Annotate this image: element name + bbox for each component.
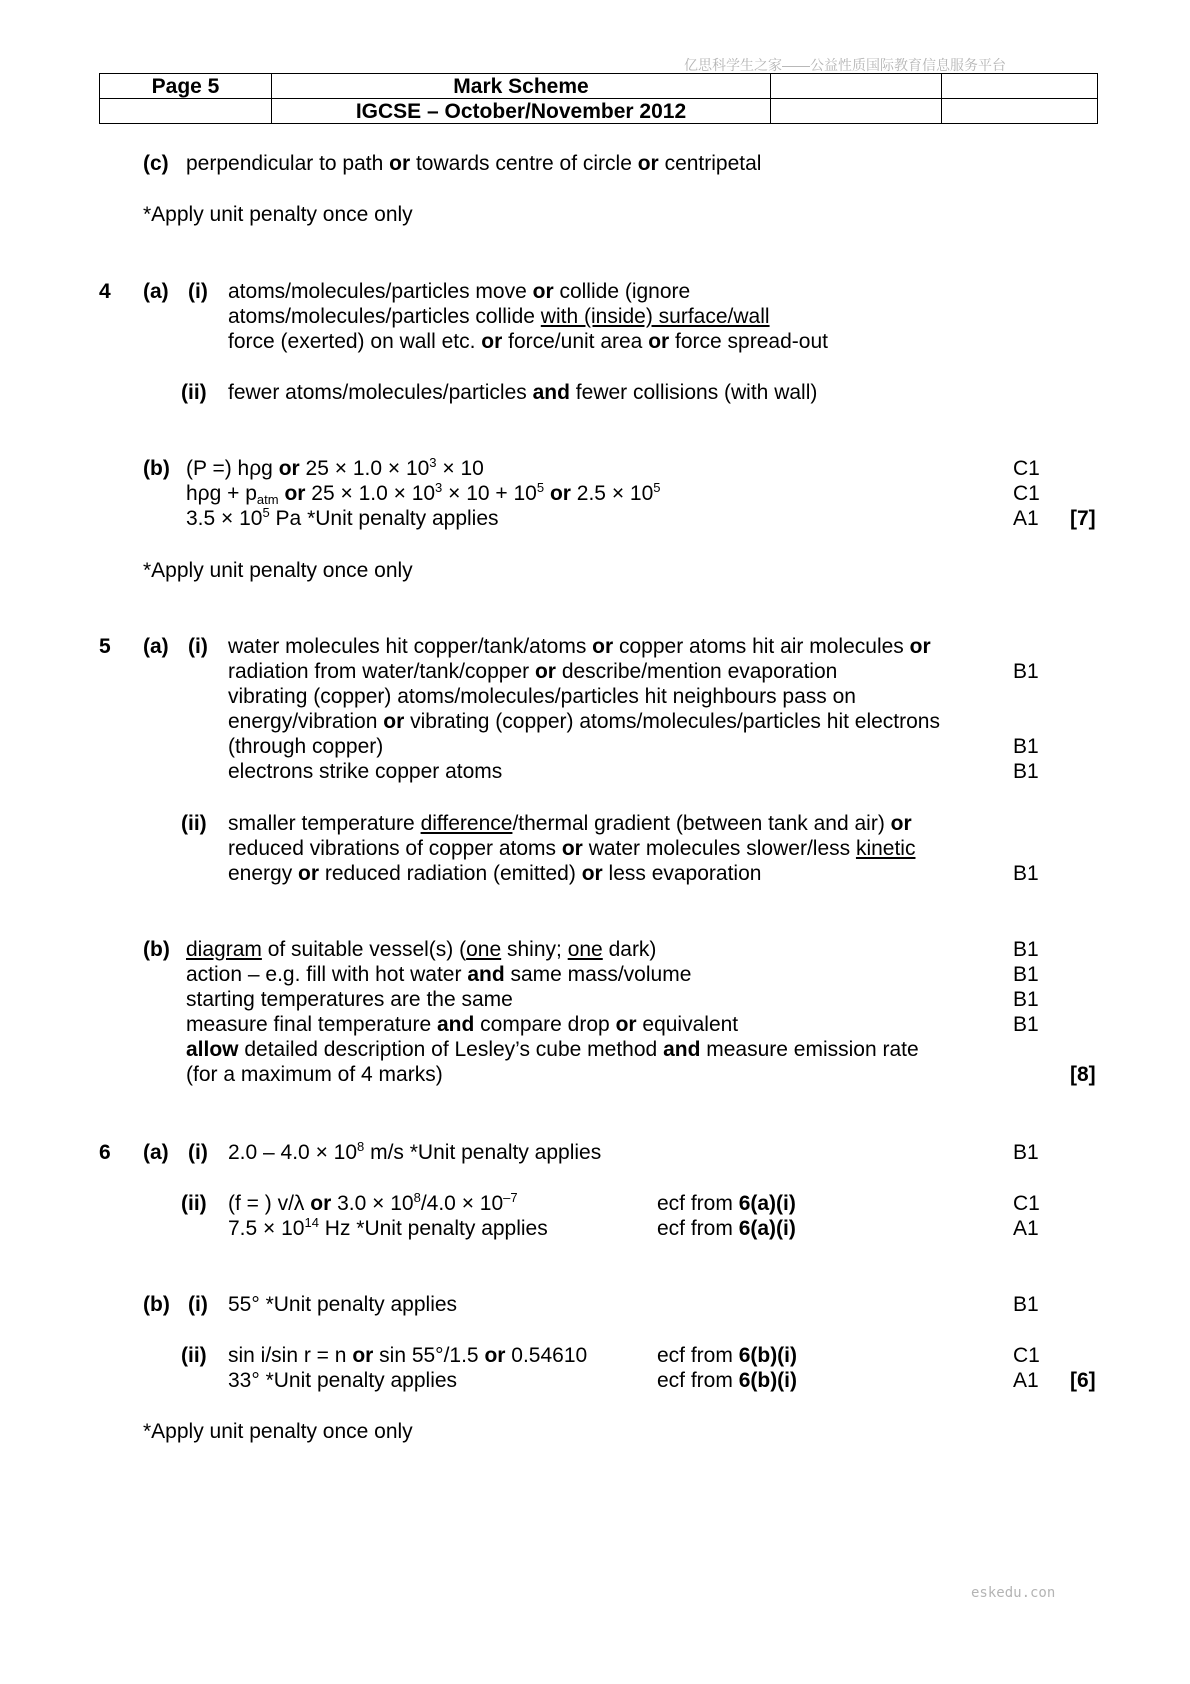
q5-a-label: (a) xyxy=(143,635,169,658)
q3-c-text: perpendicular to path or towards centre of circle or centripetal xyxy=(186,152,762,175)
header-empty-2 xyxy=(942,74,1098,99)
q5-aii-line-2: reduced vibrations of copper atoms or water molecules slower/less kinetic xyxy=(228,837,916,860)
watermark-top: 亿思科学生之家——公益性质国际教育信息服务平台 xyxy=(684,57,1006,73)
q6-ai-text: $2.0 - 4.0 \times 10^8$ m/s *Unit penalty applies xyxy=(228,1139,602,1164)
q6-bii-ecf-1: ecf from 6(b)(i) xyxy=(657,1344,798,1367)
q6-aii-ecf-2: ecf from 6(a)(i) xyxy=(657,1217,796,1240)
q4-b-label: (b) xyxy=(143,457,170,480)
q4-ai-label: (i) xyxy=(188,280,208,303)
q4-total: [7] xyxy=(1070,507,1096,530)
q5-b-mark-4: B1 xyxy=(1013,1013,1039,1036)
q5-total: [8] xyxy=(1070,1063,1096,1086)
q5-ai-mark-3: B1 xyxy=(1013,760,1039,783)
q4-a-label: (a) xyxy=(143,280,169,303)
q4-b-mark-1: C1 xyxy=(1013,457,1040,480)
q5-b-mark-3: B1 xyxy=(1013,988,1039,1011)
q6-aii-mark-2: A1 xyxy=(1013,1217,1039,1240)
q5-number: 5 xyxy=(99,635,111,658)
header-empty-3 xyxy=(100,99,272,124)
q4-b-line-1: (P =) hρg or $25 \times 1.0 \times 10^3 \times 10$ xyxy=(186,455,484,480)
q6-bii-mark-1: C1 xyxy=(1013,1344,1040,1367)
q4-aii-label: (ii) xyxy=(181,381,207,404)
q5-b-line-2: action – e.g. fill with hot water and same mass/volume xyxy=(186,963,692,986)
q5-ai-line-4: energy/vibration or vibrating (copper) atoms/molecules/particles hit electrons xyxy=(228,710,940,733)
q5-ai-label: (i) xyxy=(188,635,208,658)
q6-ai-label: (i) xyxy=(188,1141,208,1164)
q4-b-mark-2: C1 xyxy=(1013,482,1040,505)
q5-ai-line-6: electrons strike copper atoms xyxy=(228,760,503,783)
header-empty-5 xyxy=(942,99,1098,124)
q6-bii-ecf-2: ecf from 6(b)(i) xyxy=(657,1369,798,1392)
q6-note: *Apply unit penalty once only xyxy=(143,1420,413,1443)
watermark-bottom: eskedu.con xyxy=(971,1585,1056,1601)
q5-b-label: (b) xyxy=(143,938,170,961)
q4-ai-line-3: force (exerted) on wall etc. or force/unit area or force spread-out xyxy=(228,330,828,353)
q6-bi-label: (i) xyxy=(188,1293,208,1316)
q5-aii-mark: B1 xyxy=(1013,862,1039,885)
q5-ai-line-3: vibrating (copper) atoms/molecules/particles hit neighbours pass on xyxy=(228,685,856,708)
q4-ai-line-2: atoms/molecules/particles collide with (inside) surface/wall xyxy=(228,305,770,328)
q5-b-line-4: measure final temperature and compare drop or equivalent xyxy=(186,1013,739,1036)
q4-b-mark-3: A1 xyxy=(1013,507,1039,530)
q6-bii-label: (ii) xyxy=(181,1344,207,1367)
q5-ai-mark-2: B1 xyxy=(1013,735,1039,758)
q6-aii-line-2: $7.5 \times 10^{14}$ Hz *Unit penalty applies xyxy=(228,1215,548,1240)
q6-aii-label: (ii) xyxy=(181,1192,207,1215)
q5-aii-label: (ii) xyxy=(181,812,207,835)
q6-bii-line-1: sin i/sin r = n or sin 55°/1.5 or 0.54610 xyxy=(228,1344,588,1367)
q5-b-line-5: allow detailed description of Lesley’s cube method and measure emission rate xyxy=(186,1038,919,1061)
q3-c-label: (c) xyxy=(143,152,169,175)
q5-ai-mark-1: B1 xyxy=(1013,660,1039,683)
q5-b-line-3: starting temperatures are the same xyxy=(186,988,513,1011)
q6-aii-line-1: (f = ) v/λ or $3.0 \times 10^8/4.0 \times 10^{-7}$ xyxy=(228,1190,518,1215)
header-title: Mark Scheme xyxy=(272,74,771,99)
q4-aii-text: fewer atoms/molecules/particles and fewer collisions (with wall) xyxy=(228,381,818,404)
q6-bii-mark-2: A1 xyxy=(1013,1369,1039,1392)
header-page: Page 5 xyxy=(100,74,272,99)
q5-b-line-1: diagram of suitable vessel(s) (one shiny; one dark) xyxy=(186,938,657,961)
header-empty-4 xyxy=(771,99,942,124)
q5-ai-line-2: radiation from water/tank/copper or describe/mention evaporation xyxy=(228,660,838,683)
q4-b-line-3: $3.5 \times 10^5$ Pa *Unit penalty applies xyxy=(186,505,499,530)
q4-b-line-2: $h\rho g + p_{atm}$ or $25 \times 1.0 \times 10^3 \times 10 + 10^5$ or $2.5 \times 10^5$ xyxy=(186,480,661,507)
q6-aii-ecf-1: ecf from 6(a)(i) xyxy=(657,1192,796,1215)
q6-aii-mark-1: C1 xyxy=(1013,1192,1040,1215)
q6-a-label: (a) xyxy=(143,1141,169,1164)
header-table xyxy=(99,73,1098,124)
q3-note: *Apply unit penalty once only xyxy=(143,203,413,226)
q5-ai-line-1: water molecules hit copper/tank/atoms or copper atoms hit air molecules or xyxy=(228,635,931,658)
q5-aii-line-3: energy or reduced radiation (emitted) or less evaporation xyxy=(228,862,762,885)
q6-total: [6] xyxy=(1070,1369,1096,1392)
q6-bii-line-2: 33° *Unit penalty applies xyxy=(228,1369,458,1392)
q5-b-mark-1: B1 xyxy=(1013,938,1039,961)
header-exam: IGCSE – October/November 2012 xyxy=(272,99,771,124)
q5-b-line-6: (for a maximum of 4 marks) xyxy=(186,1063,443,1086)
q6-bi-mark: B1 xyxy=(1013,1293,1039,1316)
q5-ai-line-5: (through copper) xyxy=(228,735,384,758)
q4-number: 4 xyxy=(99,280,111,303)
q6-ai-mark: B1 xyxy=(1013,1141,1039,1164)
q6-bi-text: 55° *Unit penalty applies xyxy=(228,1293,458,1316)
header-empty-1 xyxy=(771,74,942,99)
q6-b-label: (b) xyxy=(143,1293,170,1316)
q5-aii-line-1: smaller temperature difference/thermal gradient (between tank and air) or xyxy=(228,812,912,835)
q6-number: 6 xyxy=(99,1141,111,1164)
q4-ai-line-1: atoms/molecules/particles move or collide (ignore xyxy=(228,280,691,303)
q5-b-mark-2: B1 xyxy=(1013,963,1039,986)
q4-note: *Apply unit penalty once only xyxy=(143,559,413,582)
